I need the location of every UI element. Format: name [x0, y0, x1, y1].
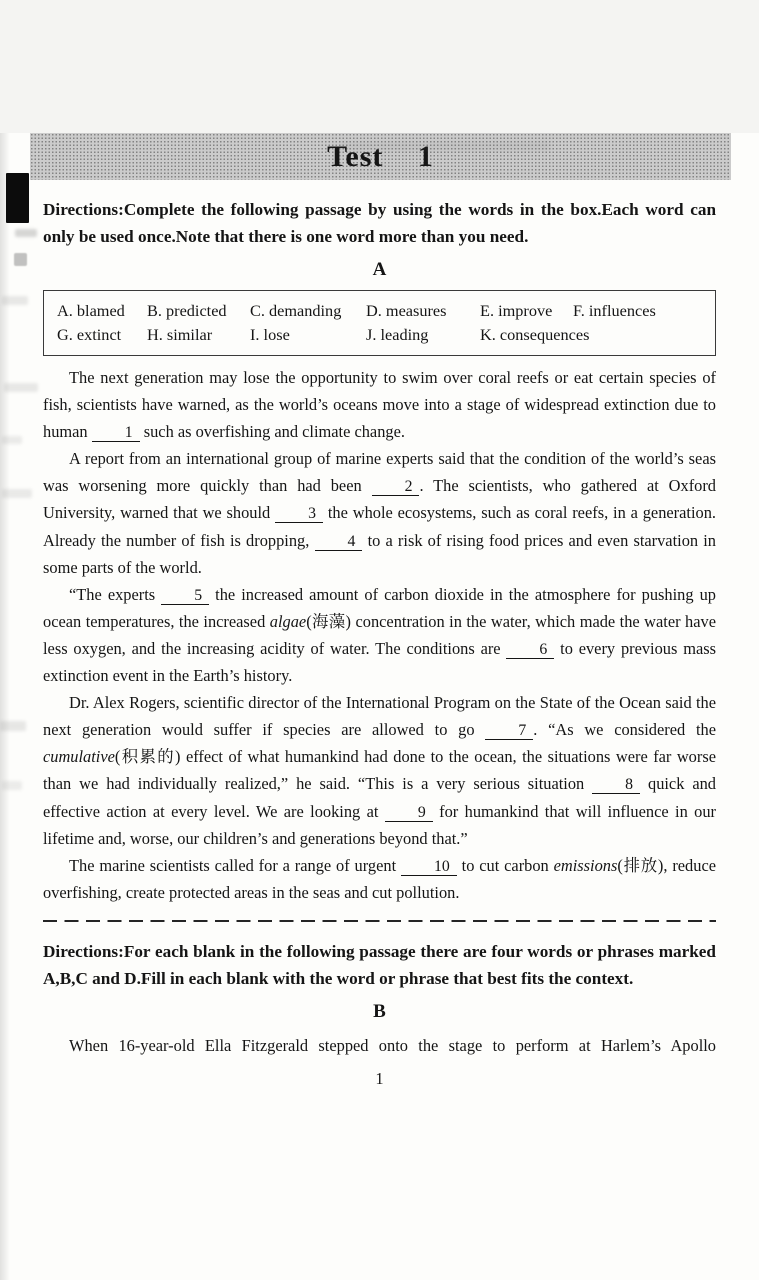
- passage-paragraph: The marine scientists called for a range of urgent 10 to cut carbon emissions(排放), reduce overfishing, create protected areas in the seas and cut pollution.: [43, 855, 717, 902]
- word-option: F. influences: [573, 301, 656, 320]
- word-option: G. extinct: [57, 325, 122, 344]
- test-title: Test 1: [327, 139, 434, 173]
- word-option: A. blamed: [57, 301, 125, 320]
- italic-term: emissions: [553, 855, 618, 875]
- answer-blank: 8: [592, 776, 640, 794]
- word-option: B. predicted: [147, 301, 227, 320]
- answer-blank: 5: [161, 587, 209, 605]
- page-number: 1: [375, 1068, 384, 1088]
- word-box-row: [57, 323, 702, 347]
- italic-term: cumulative: [43, 747, 115, 767]
- word-option: C. demanding: [250, 301, 342, 320]
- answer-blank: 4: [315, 533, 363, 551]
- directions-section-b: Directions:For each blank in the following passage there are four words or phrases marked A,B,C and D.Fill in each blank with the word or phrase that best fits the context.: [43, 942, 716, 989]
- directions-section-a: Directions:Complete the following passage by using the words in the box.Each word can only be used once.Note that there is one word more than you need.: [43, 200, 716, 246]
- section-b-label: B: [373, 1001, 386, 1023]
- word-option: K. consequences: [480, 325, 590, 344]
- passage-paragraph: The next generation may lose the opportunity to swim over coral reefs or eat certain species of fish, scientists have warned, as the world’s oceans move into a stage of widespread extinction due to human 1 such as overfishing and climate change.: [43, 368, 716, 442]
- word-option: J. leading: [366, 325, 429, 344]
- italic-term: algae: [269, 611, 307, 631]
- passage-b-first-line: When 16-year-old Ella Fitzgerald stepped onto the stage to perform at Harlem’s Apollo: [69, 1036, 716, 1056]
- passage-paragraph: A report from an international group of marine experts said that the condition of the world’s seas was worsening more quickly than had been 2 . The scientists, who gathered at Oxford University, warned that we should 3 the whole ecosystems, such as coral reefs, in a generation. Already the number of fish is dropping, 4 to a risk of rising food prices and even starvation in some parts of the world.: [43, 449, 717, 577]
- answer-blank: 10: [401, 858, 457, 876]
- word-option: D. measures: [366, 301, 447, 320]
- passage-paragraph: Dr. Alex Rogers, scientific director of the International Program on the State of the Ocean said the next generation would suffer if species are allowed to go 7 . “As we considered the cumulative(积累的) effect of what humankind had done to the ocean, the situations were far worse than we had individually realized,” he said. “This is a very serious situation 8 quick and effective action at every level. We are looking at 9 for humankind that will influence in our lifetime and, worse, our children’s and generations beyond that.”: [43, 693, 717, 848]
- word-box: [43, 290, 716, 356]
- answer-blank: 1: [92, 424, 140, 442]
- section-divider: [43, 920, 716, 923]
- word-option: H. similar: [147, 325, 213, 344]
- word-option: E. improve: [480, 301, 553, 320]
- word-option: I. lose: [250, 325, 290, 344]
- answer-blank: 3: [275, 505, 323, 523]
- answer-blank: 9: [385, 804, 433, 822]
- answer-blank: 2: [372, 478, 420, 496]
- section-a-label: A: [372, 259, 387, 280]
- scanned-page: [0, 133, 759, 1280]
- test-title-band: [30, 133, 731, 180]
- answer-blank: 7: [485, 722, 533, 740]
- page-content: [0, 196, 759, 1089]
- passage-paragraph: “The experts 5 the increased amount of carbon dioxide in the atmosphere for pushing up ocean temperatures, the increased algae(海藻) concentration in the water, which made the water have less oxygen, and the increasing acidity of water. The conditions are 6 to every previous mass extinction event in the Earth’s history.: [43, 584, 716, 686]
- answer-blank: 6: [506, 641, 554, 659]
- word-box-row: [57, 299, 702, 323]
- passage-a: [43, 364, 716, 906]
